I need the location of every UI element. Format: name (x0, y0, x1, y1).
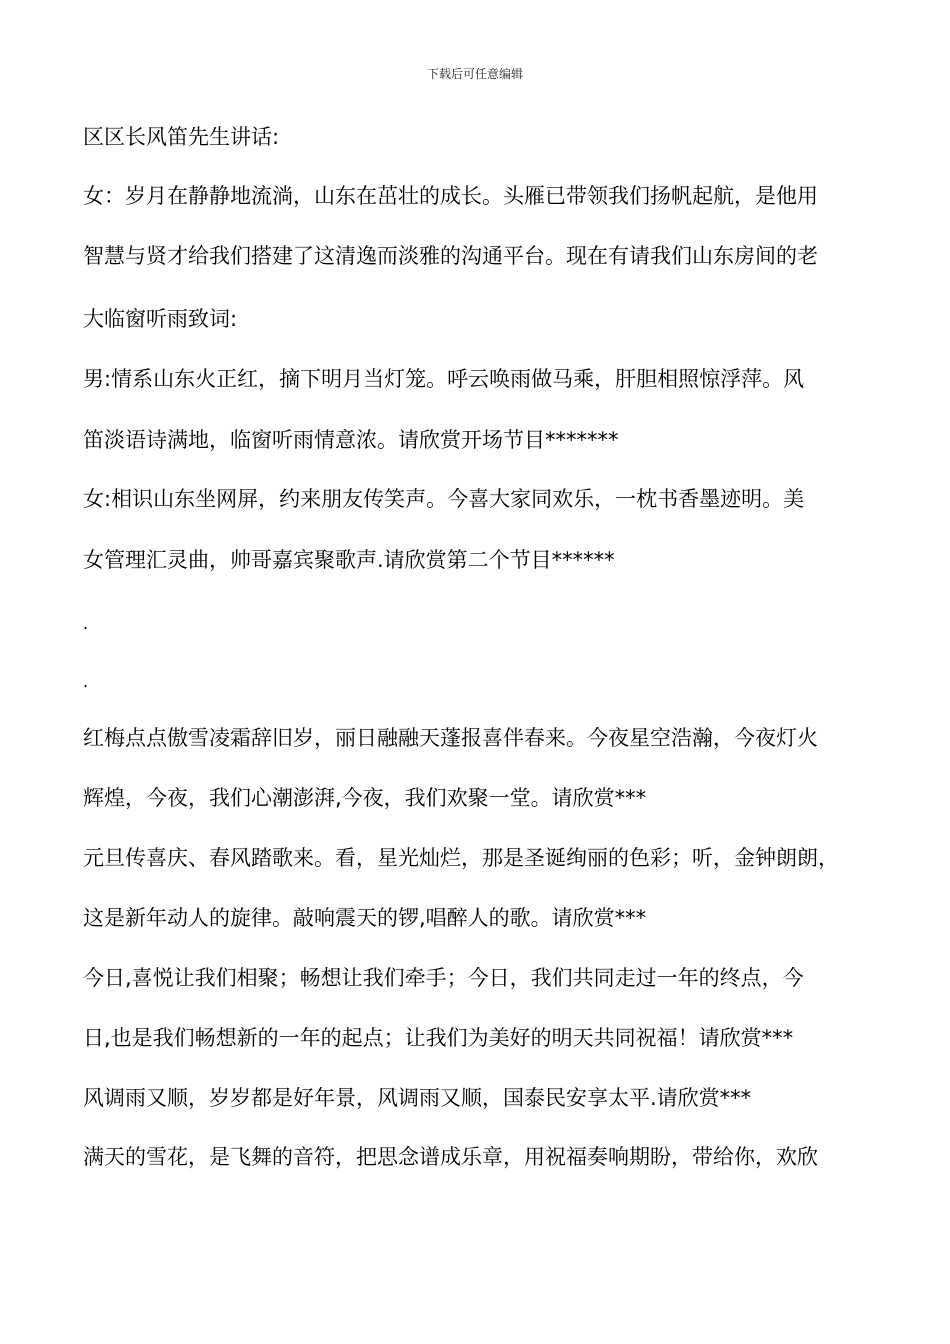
text-line: 女:相识山东坐网屏，约来朋友传笑声。今喜大家同欢乐，一枕书香墨迹明。美 (83, 487, 805, 511)
text-line: 笛淡语诗满地，临窗听雨情意浓。请欣赏开场节目******* (83, 428, 619, 452)
page-header-note: 下载后可任意编辑 (426, 67, 523, 81)
separator-dot: . (83, 672, 89, 691)
text-line: 日,也是我们畅想新的一年的起点；让我们为美好的明天共同祝福！请欣赏*** (83, 1026, 794, 1050)
text-line: 今日,喜悦让我们相聚；畅想让我们牵手；今日，我们共同走过一年的终点，今 (83, 966, 804, 990)
text-line: 红梅点点傲雪凌霜辞旧岁，丽日融融天蓬报喜伴春来。今夜星空浩瀚，今夜灯火 (83, 726, 818, 750)
text-line: 女：岁月在静静地流淌，山东在茁壮的成长。头雁已带领我们扬帆起航，是他用 (83, 184, 818, 208)
text-line: 男:情系山东火正红，摘下明月当灯笼。呼云唤雨做马乘，肝胆相照惊浮萍。风 (83, 367, 805, 391)
separator-dot: . (83, 614, 89, 633)
text-line: 智慧与贤才给我们搭建了这清逸而淡雅的沟通平台。现在有请我们山东房间的老 (83, 244, 818, 268)
text-line: 满天的雪花，是飞舞的音符，把思念谱成乐章，用祝福奏响期盼，带给你，欢欣 (83, 1145, 818, 1169)
text-line: 区区长风笛先生讲话: (83, 125, 280, 149)
text-line: 大临窗听雨致词: (83, 307, 238, 331)
text-line: 元旦传喜庆、春风踏歌来。看，星光灿烂，那是圣诞绚丽的色彩；听，金钟朗朗， (83, 846, 839, 870)
text-line: 风调雨又顺，岁岁都是好年景，风调雨又顺，国泰民安享太平.请欣赏*** (83, 1086, 752, 1110)
text-line: 女管理汇灵曲，帅哥嘉宾聚歌声.请欣赏第二个节目****** (83, 548, 615, 572)
text-line: 辉煌，今夜，我们心潮澎湃,今夜，我们欢聚一堂。请欣赏*** (83, 786, 647, 810)
text-line: 这是新年动人的旋律。敲响震天的锣,唱醉人的歌。请欣赏*** (83, 906, 647, 930)
